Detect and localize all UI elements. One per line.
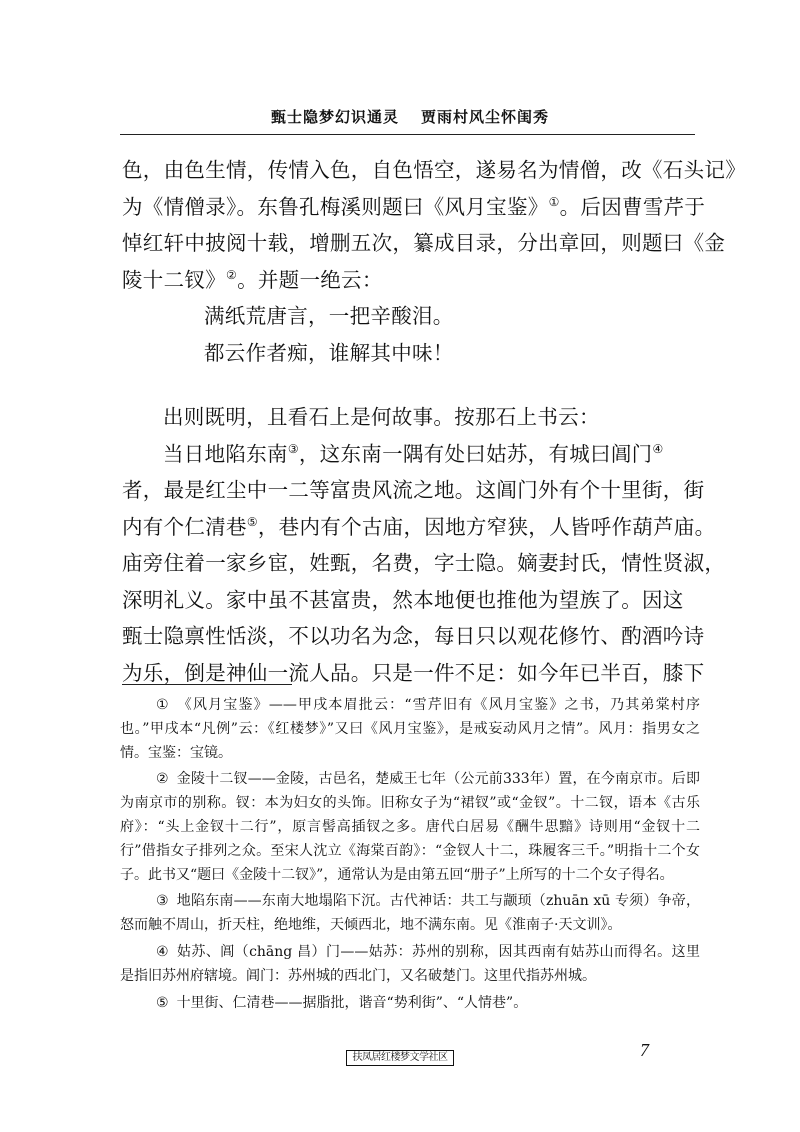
body-line: 者，最是红尘中一二等富贵风流之地。这阊门外有个十里街，街 — [122, 478, 705, 502]
footnote-text: 姑苏、阊（chāng 昌）门——姑苏：苏州的别称，因其西南有姑苏山而得名。这里是指旧苏州府辖境。阊门：苏州城的西北门，又名破楚门。这里代指苏州城。 — [120, 943, 700, 984]
footnote-mark: ② — [156, 771, 169, 788]
header-rule — [120, 134, 695, 135]
body-line: 为《情僧录》。东鲁孔梅溪则题曰《风月宝鉴》①。后因曹雪芹于 — [122, 194, 706, 219]
poem — [122, 298, 698, 371]
body-line: 为乐，倒是神仙一流人品。只是一件不足：如今年已半百，膝下 — [122, 660, 705, 685]
header-left-title: 甄士隐梦幻识通灵 — [270, 108, 399, 126]
footnote-mark: ③ — [156, 893, 169, 910]
footnote-ref-3[interactable]: ③ — [287, 441, 299, 456]
header-right-title: 贾雨村风尘怀闺秀 — [421, 108, 550, 126]
footnote-mark: ① — [156, 697, 170, 713]
body-line: 深明礼义。家中虽不甚富贵，然本地便也推他为望族了。因这 — [122, 587, 684, 612]
body-line: 内有个仁清巷⑤，巷内有个古庙，因地方窄狭，人皆呼作葫芦庙。 — [122, 514, 716, 539]
footnote-text: 十里街、仁清巷——据脂批，谐音“势利街”、“人情巷”。 — [176, 994, 528, 1011]
footnote-ref-5[interactable]: ⑤ — [246, 514, 258, 529]
footnote-5 — [120, 992, 700, 1016]
footnote-mark: ④ — [156, 943, 169, 960]
page-number: 7 — [640, 1040, 649, 1060]
body-line: 庙旁住着一家乡宦，姓甄，名费，字士隐。嫡妻封氏，情性贤淑， — [122, 551, 726, 575]
body-line: 当日地陷东南③，这东南一隅有处曰姑苏，有城曰阊门④ — [163, 441, 664, 466]
footnote-text: 金陵十二钗——金陵，古邑名，楚威王七年（公元前333年）置，在今南京市。后即为南京市的别称。钗：本为妇女的头饰。旧称女子为“裙钗”或“金钗”。十二钗，语本《古乐府》：“头上金钗十二行”，原言髻高插钗之多。唐代白居易《酬牛思黯》诗则用“金钗十二行”借指女子排列之众。至宋人沈立《海棠百韵》：“金钗人十二，珠履客三千。”明指十二个女子。此书又“题曰《金陵十二钗》”，通常认为是由第五回“册子”上所写的十二个女子得名。 — [120, 771, 700, 883]
body-line: 甄士隐禀性恬淡，不以功名为念，每日只以观花修竹、酌酒吟诗 — [122, 624, 705, 648]
footnote-3 — [120, 890, 700, 938]
body-line: 陵十二钗》②。并题一绝云： — [122, 267, 383, 292]
footnotes — [120, 694, 700, 1018]
footnote-text: 《风月宝鉴》——甲戌本眉批云：“雪芹旧有《风月宝鉴》之书，乃其弟棠村序也。”甲戌本“凡例”云：《红楼梦》”又曰《风月宝鉴》，是戒妄动风月之情”。风月：指男女之情。宝鉴：宝镜。 — [120, 697, 701, 761]
body-line: 悼红轩中披阅十载，增删五次，纂成目录，分出章回，则题曰《金 — [122, 231, 726, 255]
poem-line: 满纸荒唐言，一把辛酸泪。 — [204, 304, 454, 328]
running-header — [120, 106, 700, 127]
main-text — [122, 152, 746, 691]
footnote-ref-2[interactable]: ② — [226, 267, 238, 282]
watermark-stamp: 扶凤居红楼梦文学社区 — [346, 1050, 454, 1066]
footnote-mark: ⑤ — [156, 994, 169, 1011]
footnote-ref-1[interactable]: ① — [548, 194, 560, 209]
footnote-2 — [120, 768, 700, 887]
footnote-1 — [120, 694, 700, 765]
body-line: 色，由色生情，传情入色，自色悟空，遂易名为情僧，改《石头记》 — [122, 158, 746, 182]
footnote-4 — [120, 941, 700, 989]
body-line: 出则既明，且看石上是何故事。按那石上书云： — [163, 405, 600, 429]
footnote-rule — [122, 684, 292, 685]
poem-line: 都云作者痴，谁解其中味！ — [204, 340, 454, 365]
footnote-ref-4[interactable]: ④ — [652, 441, 664, 456]
footnote-text: 地陷东南——东南大地塌陷下沉。古代神话：共工与颛顼（zhuān xū 专须）争帝，怒而触不周山，折天柱，绝地维，天倾西北，地不满东南。见《淮南子·天文训》。 — [120, 893, 700, 934]
